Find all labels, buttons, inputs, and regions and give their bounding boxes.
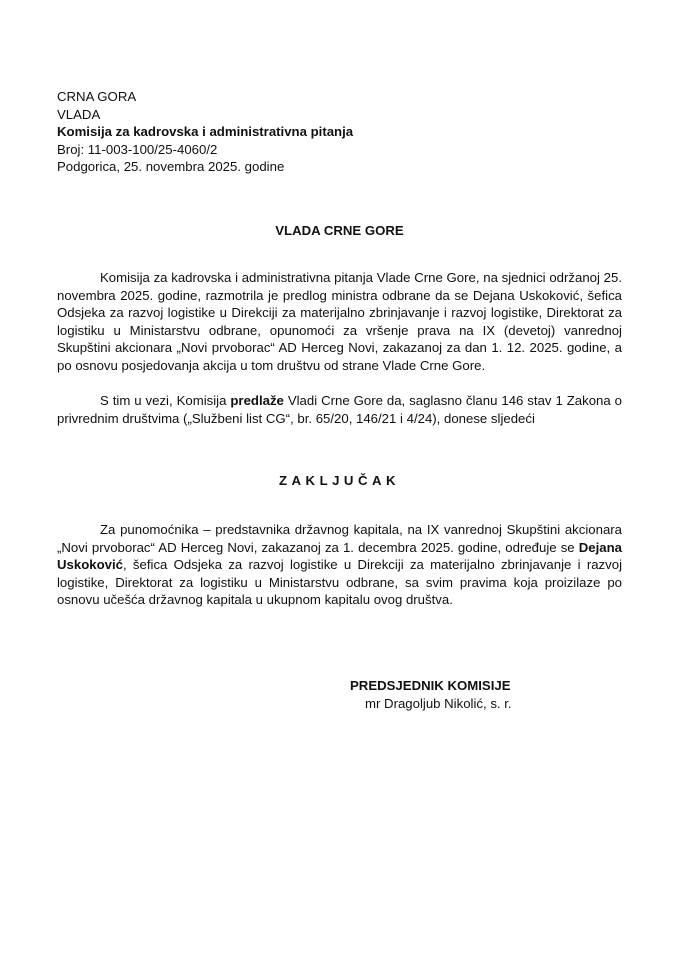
addressee-title: VLADA CRNE GORE [275,223,404,238]
proposal-verb: predlaže [230,393,284,408]
conclusion-paragraph [57,521,622,609]
conclusion-paragraph-block [57,521,622,609]
proposal-paragraph [57,392,622,427]
reference-number: Broj: 11-003-100/25-4060/2 [57,141,218,157]
institution-name: VLADA [57,106,101,122]
signatory-name: mr Dragoljub Nikolić, s. r. [365,695,512,711]
document-header [57,88,537,176]
appointee-name: Dejana Uskoković [57,539,622,573]
conclusion-title: ZAKLJUČAK [279,473,400,488]
intro-paragraph-block [57,269,622,375]
conclusion-text-end: , šefica Odsjeka za razvoj logistike u Direkciji za materijalno zbrinjavanje i razvoj logistike, Direktorat za logistiku u Ministarstvu odbrane, sa svim pravima koja proizilaze po osnovu učešća državnog kapitala u ukupnom kapitalu ovog društva. [57,557,622,608]
proposal-paragraph-block [57,392,622,427]
conclusion-text-start: Za punomoćnika – predstavnika državnog kapitala, na IX vanrednoj Skupštini akcionara „Novi prvoborac“ AD Herceg Novi, zakazanoj za 1. decembra 2025. godine, određuje se [57,522,622,555]
proposal-text-end: Vladi Crne Gore da, saglasno članu 146 stav 1 Zakona o privrednim društvima („Službeni list CG“, br. 65/20, 146/21 i 4/24), donese sljedeći [57,393,622,426]
proposal-text-start: S tim u vezi, Komisija [100,393,231,408]
intro-paragraph: Komisija za kadrovska i administrativna pitanja Vlade Crne Gore, na sjednici održanoj 25. novembra 2025. godine, razmotrila je predlog ministra odbrane da se Dejana Uskoković, šefica Odsjeka za razvoj logistike u Direkciji za materijalno zbrinjavanje i razvoj logistike, Direktorat za logistiku u Ministarstvu odbrane, opunomoći za vršenje prava na IX (devetoj) vanrednoj Skupštini akcionara „Novi prvoborac“ AD Herceg Novi, zakazanoj za dan 1. 12. 2025. godine, a po osnovu posjedovanja akcija u tom društvu od strane Vlade Crne Gore. [57,270,622,373]
signatory-title: PREDSJEDNIK KOMISIJE [350,678,511,693]
signature-block [350,677,590,712]
commission-name: Komisija za kadrovska i administrativna pitanja [57,124,354,140]
country-name: CRNA GORA [57,89,137,104]
place-date: Podgorica, 25. novembra 2025. godine [57,159,285,175]
